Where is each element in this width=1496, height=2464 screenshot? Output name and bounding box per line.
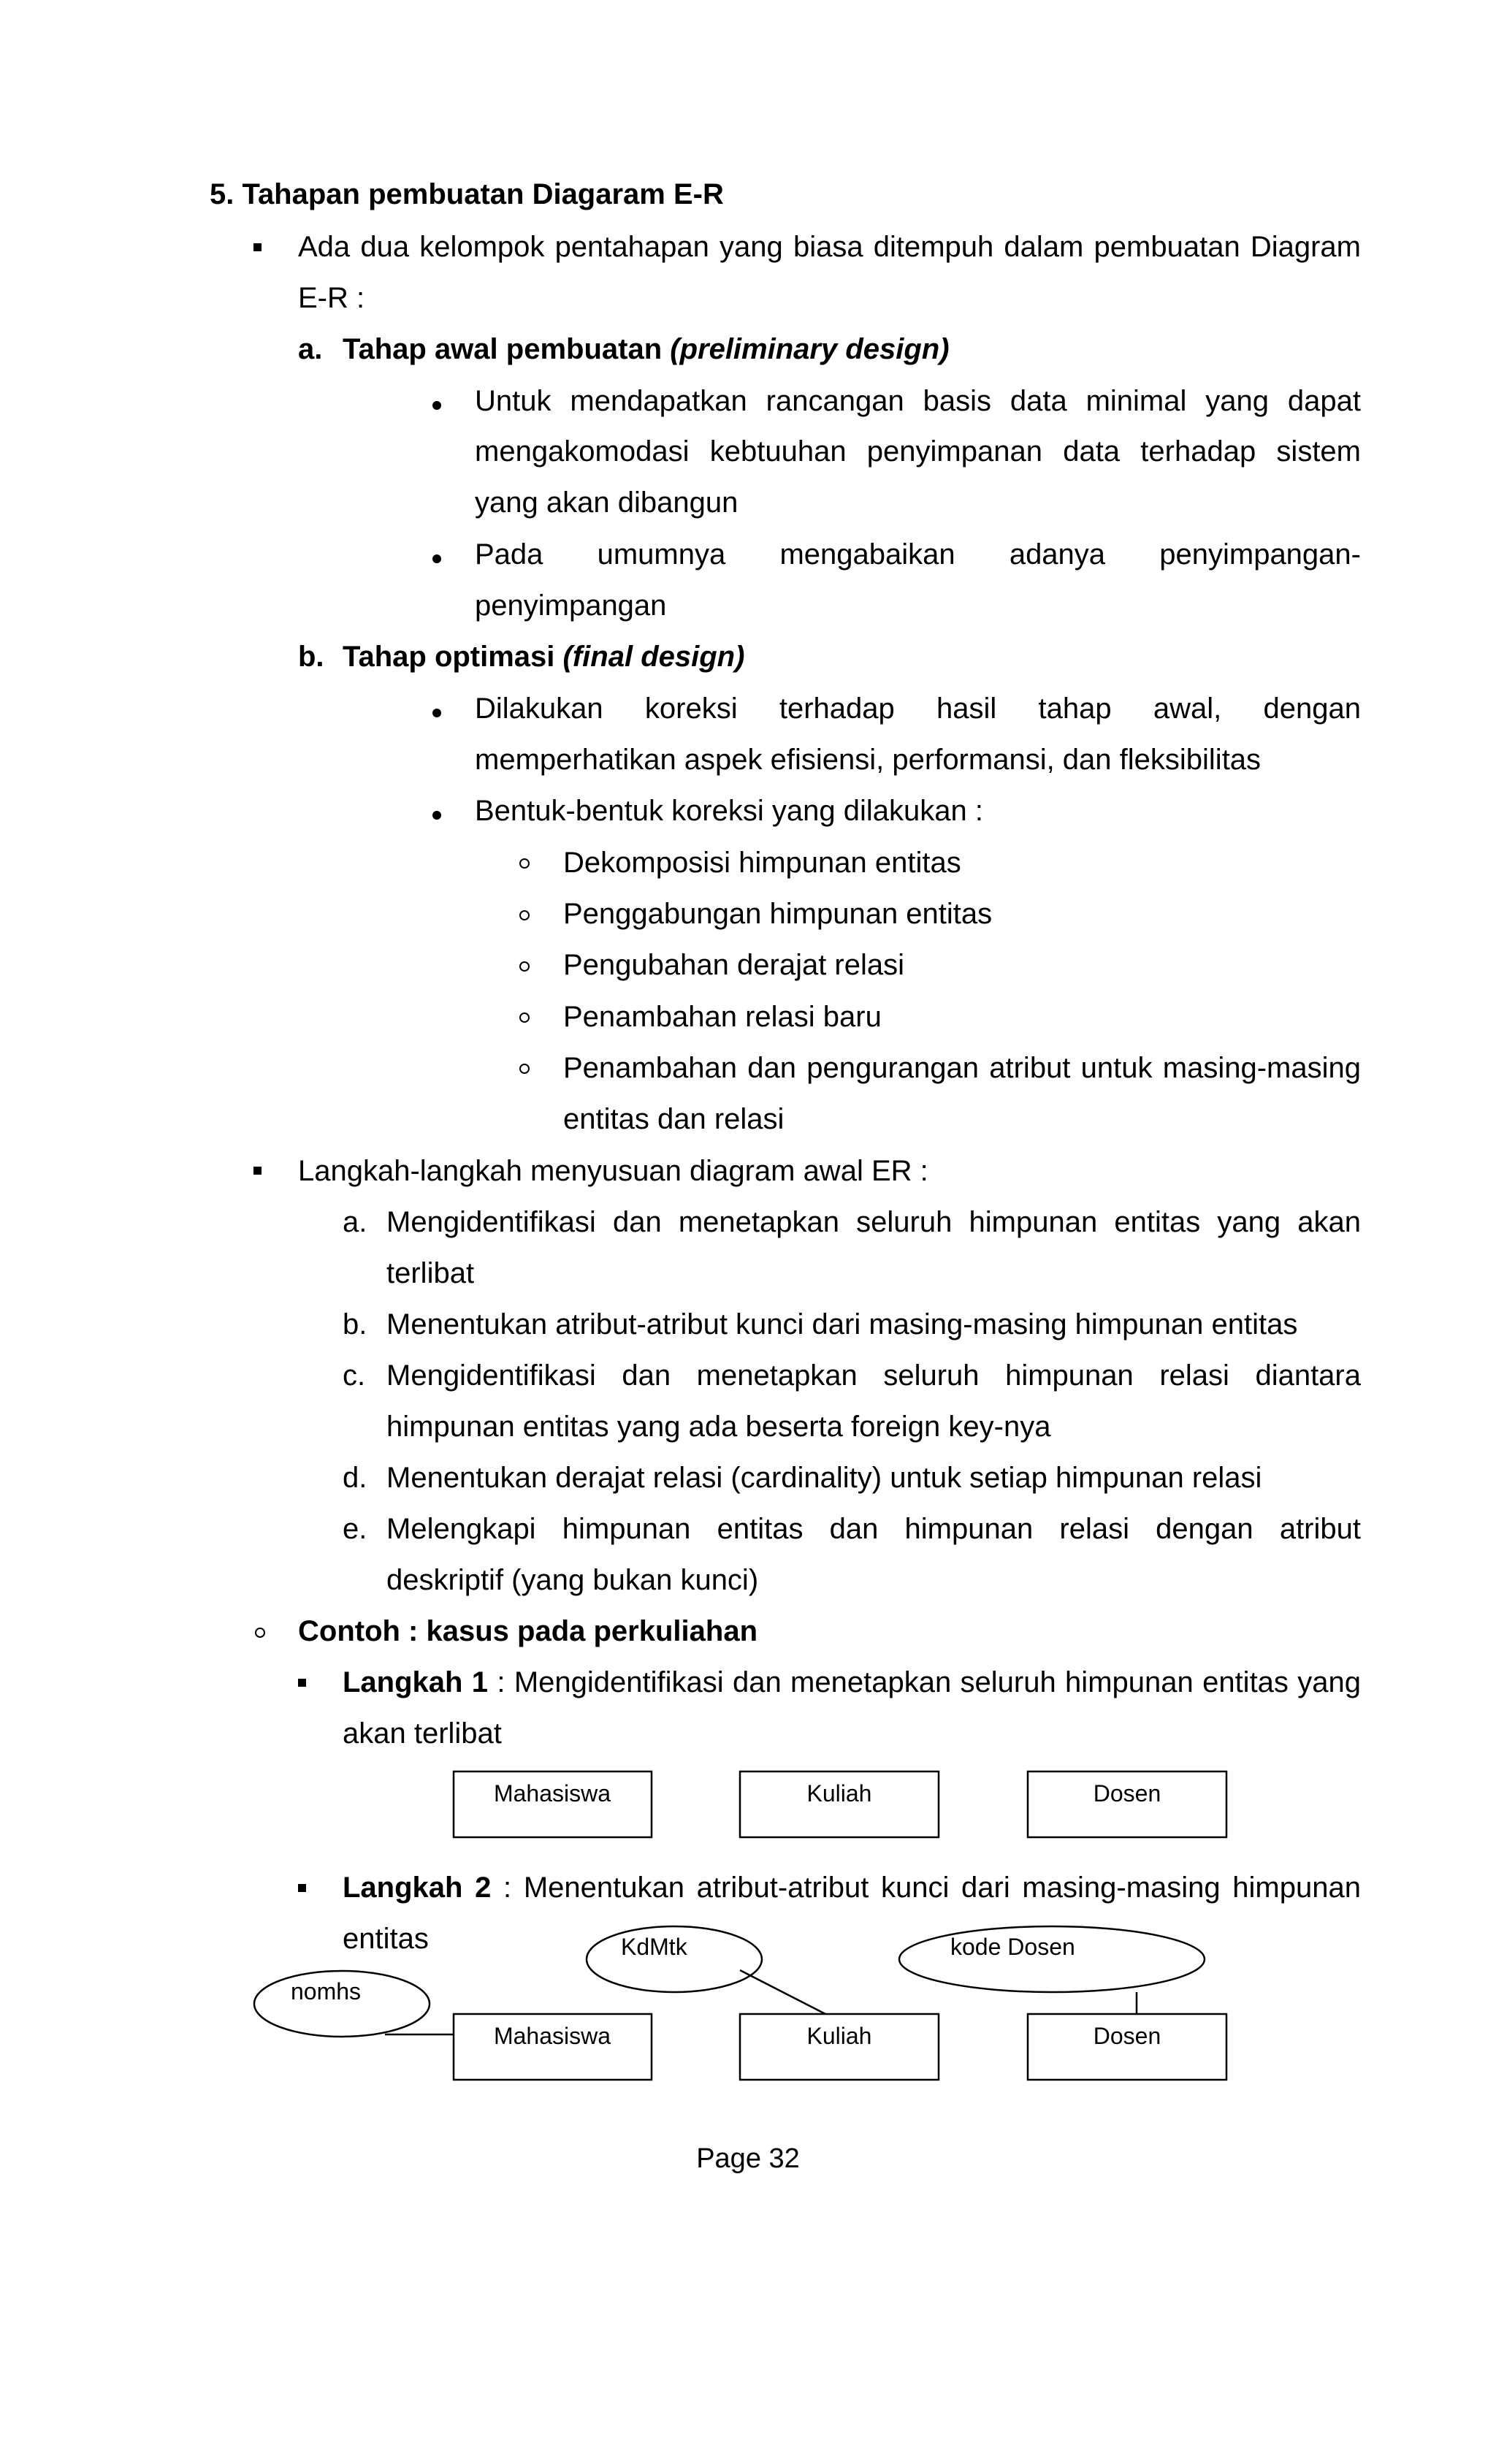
example-title: Contoh : kasus pada perkuliahan [298,1615,758,1647]
intro-line-1: Ada dua kelompok pentahapan yang biasa ditempuh dalam pembuatan Diagram [298,231,1361,263]
sub-item: Pengubahan derajat relasi [563,949,905,981]
step-marker: e. [343,1513,367,1545]
stage-a-title-italic: (preliminary design) [670,333,950,365]
stage-a-title: Tahap awal pembuatan [343,333,671,365]
step-marker: d. [343,1462,367,1494]
stage-b-bullet-2: Bentuk-bentuk koreksi yang dilakukan : [475,795,983,827]
entity-label: Dosen [1093,2023,1161,2049]
langkah-1-label: Langkah 1 [343,1666,489,1698]
steps-title: Langkah-langkah menyusuan diagram awal ER : [298,1155,928,1187]
langkah-1-text: : Mengidentifikasi dan menetapkan seluruh himpunan entitas yang [488,1666,1361,1698]
step-c-line-2: himpunan entitas yang ada beserta foreign key-nya [386,1411,1051,1443]
entity-label: Mahasiswa [493,1780,611,1807]
step-d-line-1: Menentukan derajat relasi (cardinality) untuk setiap himpunan relasi [386,1462,1262,1494]
entity-label: Mahasiswa [493,2023,611,2049]
stage-b-bullet-1-line-2: memperhatikan aspek efisiensi, performansi, dan fleksibilitas [475,744,1262,776]
entity-label: Kuliah [806,2023,872,2049]
stage-b-title-italic: (final design) [562,641,745,673]
stage-b-title: Tahap optimasi [343,641,563,673]
stage-a-bullet-1-line-1: Untuk mendapatkan rancangan basis data minimal yang dapat [475,385,1361,417]
step-a-line-1: Mengidentifikasi dan menetapkan seluruh himpunan entitas yang akan [386,1206,1361,1238]
langkah-2-text: : Menentukan atribut-atribut kunci dari masing-masing himpunan [491,1872,1361,1904]
sub-item-last-line-2: entitas dan relasi [563,1103,785,1135]
entity-label: Kuliah [806,1780,872,1807]
step-a-line-2: terlibat [386,1257,475,1289]
stage-b-bullet-1-line-1: Dilakukan koreksi terhadap hasil tahap awal, dengan [475,693,1361,725]
section-title: 5. Tahapan pembuatan Diagaram E-R [210,178,724,210]
step-marker: b. [343,1308,367,1340]
stage-b-marker: b. [298,641,324,673]
intro-line-2: E-R : [298,282,365,314]
langkah-1-line-2: akan terlibat [343,1717,502,1750]
sub-item: Penambahan relasi baru [563,1001,882,1033]
step-e-line-2: deskriptif (yang bukan kunci) [386,1564,759,1596]
entity-label: Dosen [1093,1780,1161,1807]
attribute-link [740,1970,825,2014]
step-marker: a. [343,1206,367,1238]
attribute-label: nomhs [291,1978,362,2005]
sub-item: Penggabungan himpunan entitas [563,898,993,930]
stage-a-bullet-2-line-2: penyimpangan [475,590,667,622]
step-e-line-1: Melengkapi himpunan entitas dan himpunan relasi dengan atribut [386,1513,1361,1545]
stage-a-bullet-1-line-3: yang akan dibangun [475,487,739,519]
attribute-label: KdMtk [621,1934,687,1960]
sub-item: Dekomposisi himpunan entitas [563,847,961,879]
page-footer: Page 32 [696,2143,800,2174]
stage-a-marker: a. [298,333,323,365]
step-c-line-1: Mengidentifikasi dan menetapkan seluruh himpunan relasi diantara [386,1359,1361,1392]
langkah-2-line-2: entitas [343,1923,429,1955]
stage-a-bullet-1-line-2: mengakomodasi kebtuuhan penyimpanan data terhadap sistem [475,435,1361,468]
step-b-line-1: Menentukan atribut-atribut kunci dari masing-masing himpunan entitas [386,1308,1298,1340]
langkah-2-label: Langkah 2 [343,1872,492,1904]
sub-item-last-line-1: Penambahan dan pengurangan atribut untuk masing-masing [563,1052,1361,1084]
step-marker: c. [343,1359,366,1392]
attribute-label: kode Dosen [950,1934,1075,1960]
stage-a-bullet-2-line-1: Pada umumnya mengabaikan adanya penyimpangan- [475,538,1361,571]
